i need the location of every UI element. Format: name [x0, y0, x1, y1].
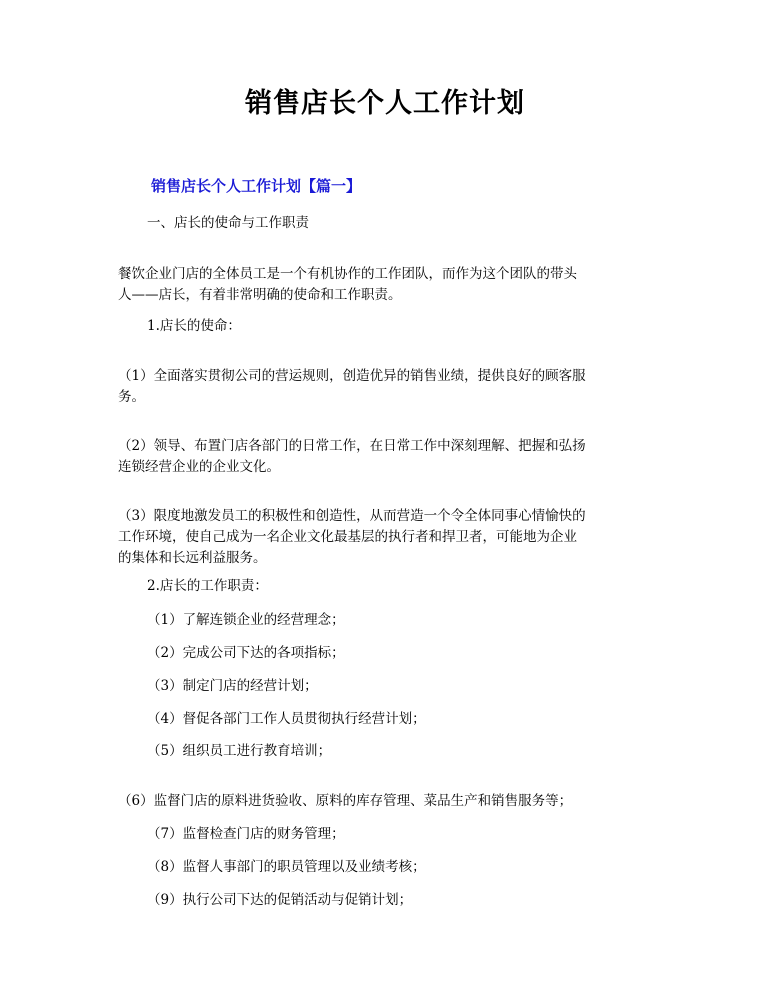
mission-line: 工作环境，使自己成为一名企业文化最基层的执行者和捍卫者，可能地为企业: [118, 529, 577, 545]
mission-line: 连锁经营企业的企业文化。: [118, 459, 280, 475]
heading-mission-duties: 一、店长的使命与工作职责: [147, 215, 309, 231]
duty-item: （9）执行公司下达的促销活动与促销计划；: [147, 892, 413, 908]
intro-line: 人——店长，有着非常明确的使命和工作职责。: [118, 287, 402, 303]
mission-line: 的集体和长远利益服务。: [118, 550, 267, 566]
document-title: 销售店长个人工作计划: [245, 88, 525, 119]
mission-line: 务。: [118, 389, 145, 405]
duty-item: （8）监督人事部门的职员管理以及业绩考核；: [147, 859, 426, 875]
intro-paragraph: [118, 264, 663, 306]
mission-line: （3）限度地激发员工的积极性和创造性，从而营造一个令全体同事心情愉快的: [118, 508, 586, 524]
duties-heading: 2.店长的工作职责：: [147, 578, 268, 594]
section-title: 销售店长个人工作计划【篇一】: [151, 177, 362, 195]
duty-item: （1）了解连锁企业的经营理念；: [147, 612, 345, 628]
duty-item: （4）督促各部门工作人员贯彻执行经营计划；: [147, 711, 426, 727]
mission-item: [118, 436, 663, 478]
duty-item: （5）组织员工进行教育培训；: [147, 743, 332, 759]
duty-item: （3）制定门店的经营计划；: [147, 678, 318, 694]
duty-item: （7）监督检查门店的财务管理；: [147, 826, 345, 842]
duty-item: （2）完成公司下达的各项指标；: [147, 645, 345, 661]
mission-line: （1）全面落实贯彻公司的营运规则，创造优异的销售业绩，提供良好的顾客服: [118, 368, 586, 384]
mission-heading: 1.店长的使命：: [147, 318, 241, 334]
mission-line: （2）领导、布置门店各部门的日常工作，在日常工作中深刻理解、把握和弘扬: [118, 438, 586, 454]
intro-line: 餐饮企业门店的全体员工是一个有机协作的工作团队，而作为这个团队的带头: [118, 266, 577, 282]
mission-item: [118, 366, 663, 408]
duty-item: （6）监督门店的原料进货验收、原料的库存管理、菜品生产和销售服务等；: [118, 793, 573, 809]
mission-item: [118, 506, 663, 569]
